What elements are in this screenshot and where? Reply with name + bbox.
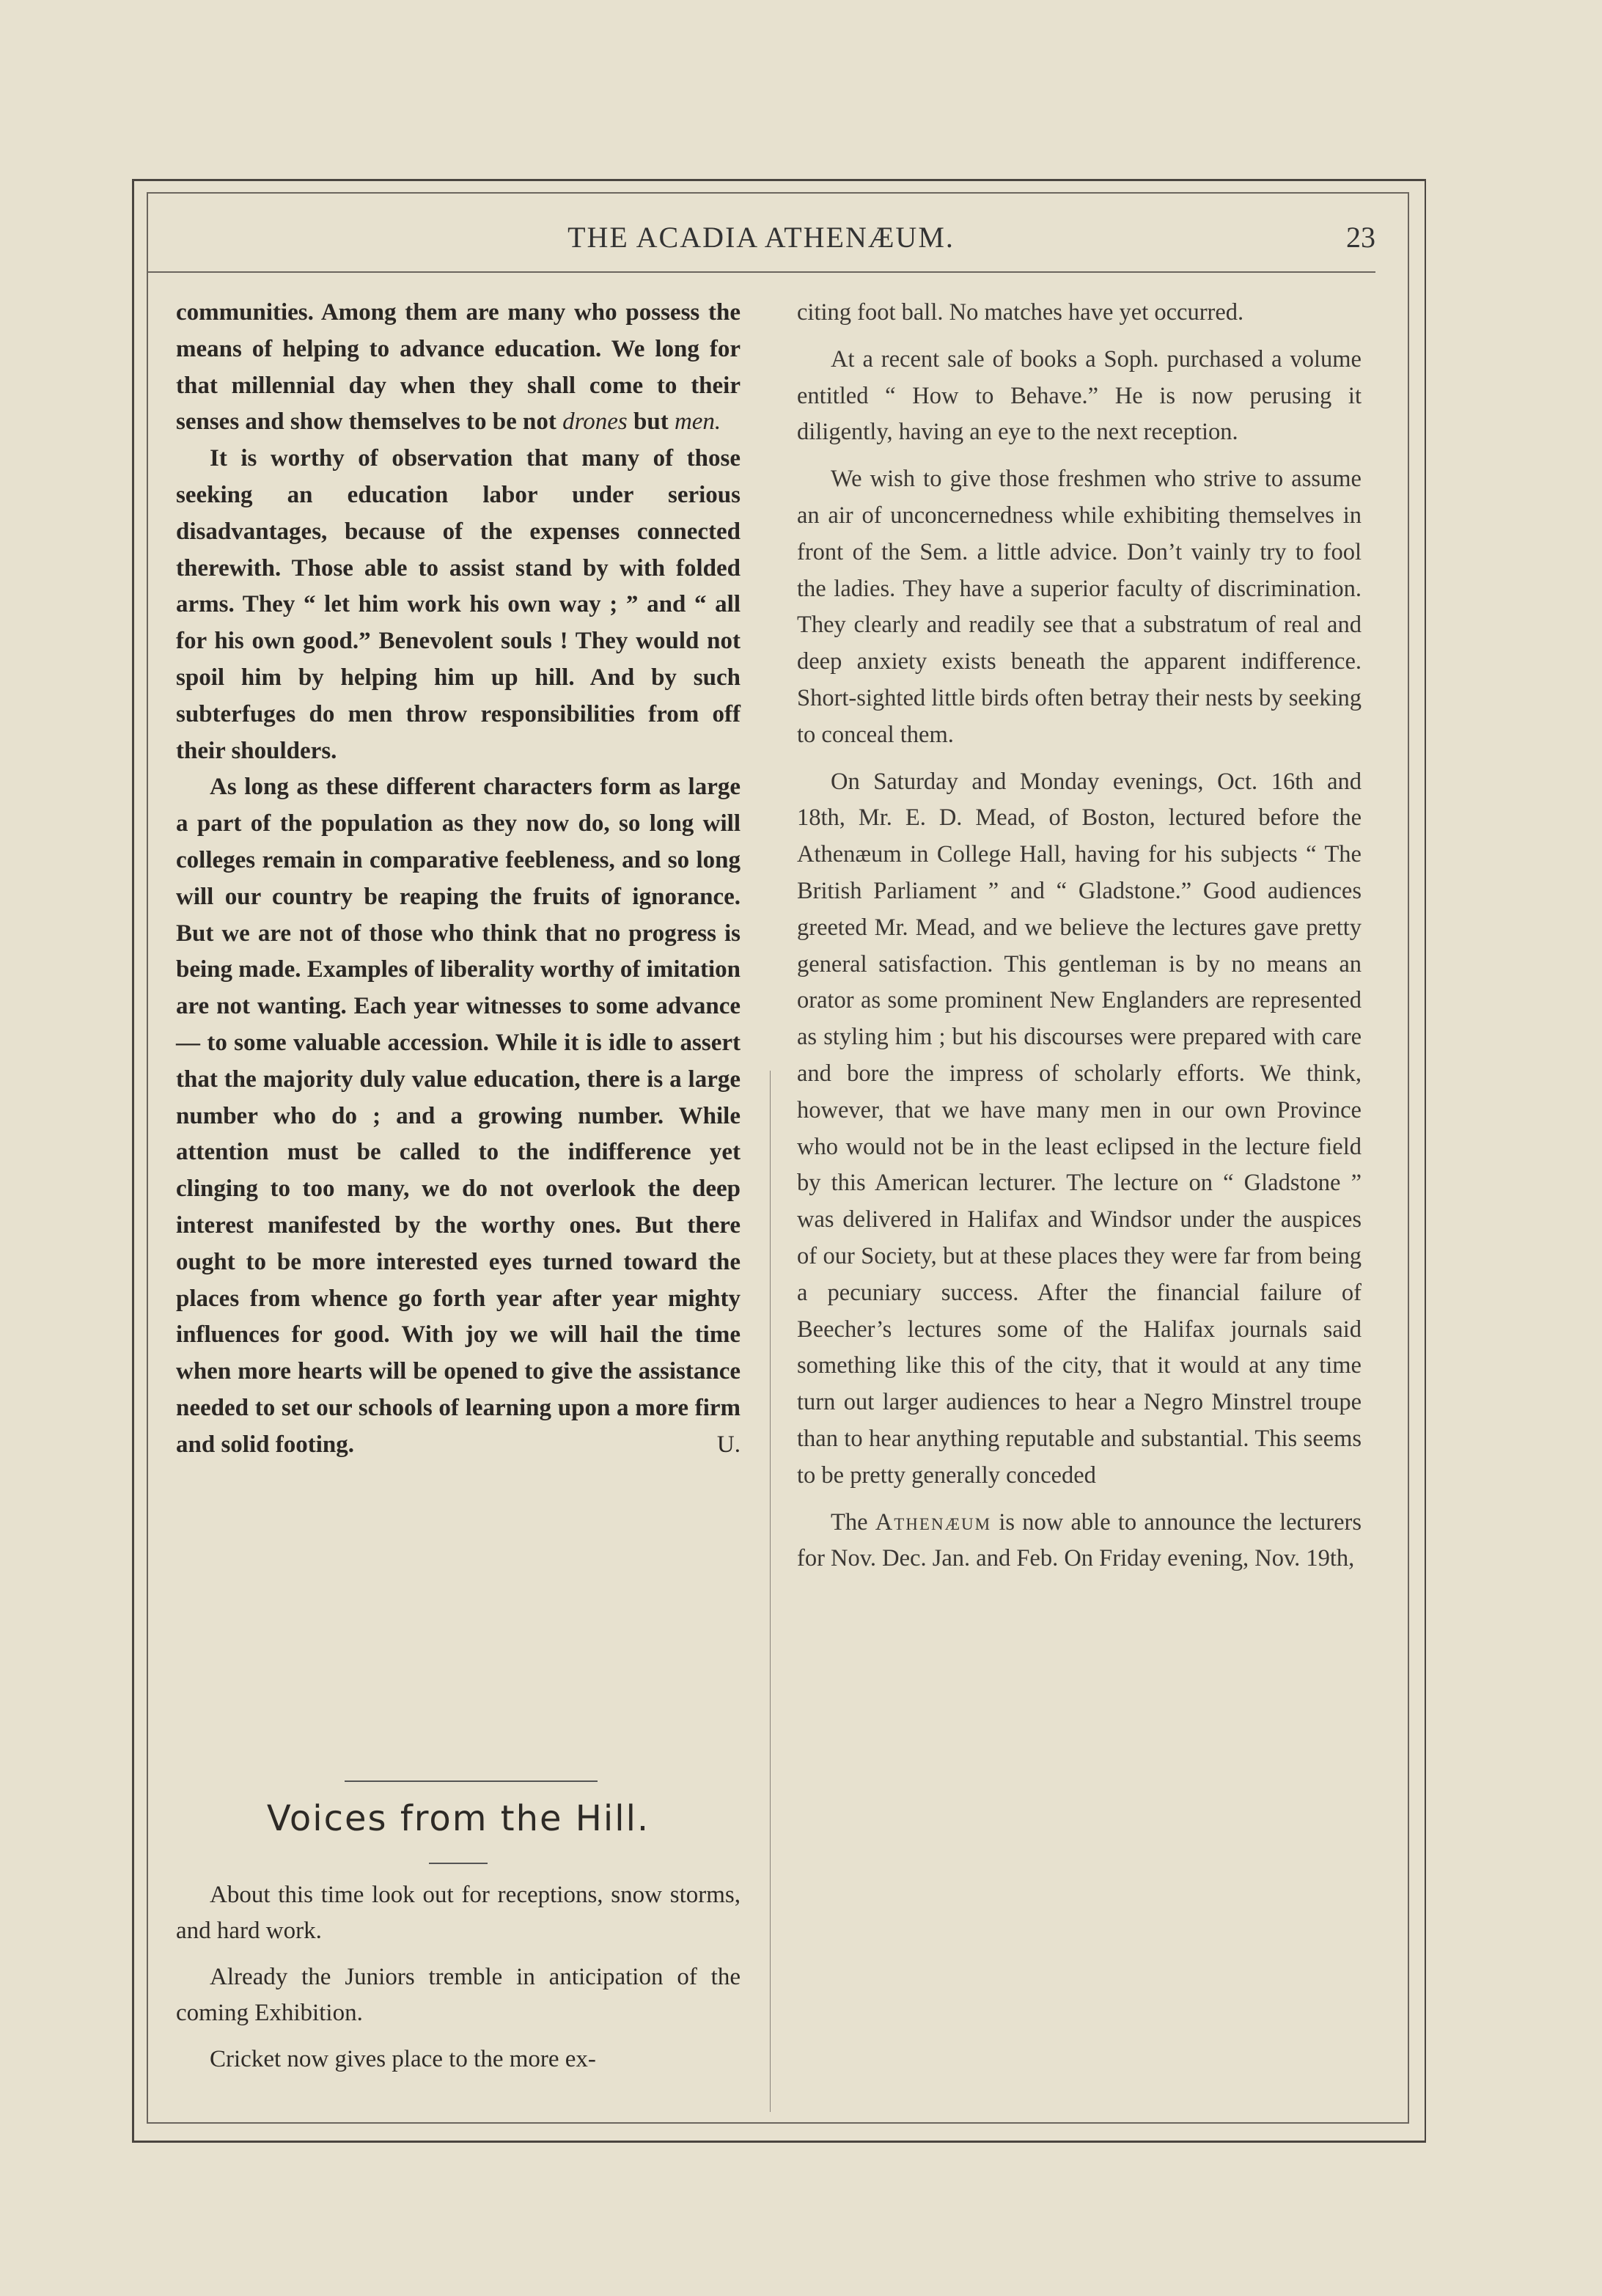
society-name: Athenæum — [875, 1508, 992, 1536]
paragraph: citing foot ball. No matches have yet occurred. — [797, 299, 1244, 326]
page-number: 23 — [1346, 221, 1375, 254]
paragraph: We wish to give those freshmen who strive to assume an air of unconcernedness while exhibiting themselves in front of the Sem. a little advice. Don’t vainly try to fool the ladies. They have a superior faculty of discrimination. They clearly and readily see that a substratum of real and deep anxiety exists beneath the apparent indifference. Short-sighted little birds often betray their nests by seeking to conceal them. — [797, 466, 1362, 748]
running-title: THE ACADIA ATHENÆUM. — [567, 221, 955, 254]
left-column — [176, 295, 741, 1464]
paragraph: Already the Juniors tremble in anticipation of the coming Exhibition. — [176, 1964, 741, 2026]
paragraph: The Athenæum is now able to announce the lecturers for Nov. Dec. Jan. and Feb. On Friday evening, Nov. 19th, — [797, 1508, 1362, 1572]
section-title: Voices from the Hill. — [266, 1798, 650, 1839]
section-divider — [345, 1780, 598, 1782]
author-signature: U. — [716, 1431, 741, 1458]
paragraph: On Saturday and Monday evenings, Oct. 16th and 18th, Mr. E. D. Mead, of Boston, lectured before the Athenæum in College Hall, having for his subjects “ The British Parliament ” and “ Gladstone.” Good audiences greeted Mr. Mead, and we believe the lectures gave pretty general satisfaction. This gentleman is by no means an orator as some prominent New Englanders are represented as styling him ; but his discourses were prepared with care and bore the impress of scholarly efforts. We think, however, that we have many men in our own Province who would not be in the least eclipsed in the lecture field by this American lecturer. The lecture on “ Gladstone ” was delivered in Halifax and Windsor under the auspices of our Society, but at these places they were far from being a pecuniary success. After the financial failure of Beecher’s lectures some of the Halifax journals said something like this of the city, that it would at any time turn out larger audiences to hear a Negro Minstrel troupe than to hear anything reputable and substantial. This seems to be pretty generally conceded — [797, 768, 1362, 1489]
page-header — [147, 213, 1375, 273]
column-divider — [770, 1071, 771, 2112]
paragraph: It is worthy of observation that many of those seeking an education labor under serious disadvantages, because of the expenses connected therewith. Those able to assist stand by with folded arms. They “ let him work his own way ; ” and “ all for his own good.” Benevolent souls ! They would not spoil him by helping him up hill. And by such subterfuges do men throw responsibilities from off their shoulders. — [176, 445, 741, 764]
paragraph: About this time look out for receptions, snow storms, and hard work. — [176, 1882, 741, 1944]
right-column — [797, 295, 1362, 1577]
italic-word: men. — [674, 408, 721, 436]
section-body — [176, 1877, 741, 2088]
italic-word: drones — [562, 408, 628, 436]
paragraph: As long as these different characters form as large a part of the population as they now do, so long will colleges remain in comparative feebleness, and so long will our country be reaping the fruits of ignorance. But we are not of those who think that no progress is being made. Examples of liberality worthy of imitation are not wanting. Each year witnesses to some advance — to some valuable accession. While it is idle to assert that the majority duly value education, there is a large number who do ; and a growing number. While attention must be called to the indifference yet clinging to too many, we do not overlook the deep interest manifested by the worthy ones. But there ought to be more interested eyes turned toward the places from whence go forth year after year mighty influences for good. With joy we will hail the time when more hearts will be opened to give the assistance needed to set our schools of learning upon a more firm and solid footing. U. — [176, 769, 741, 1463]
paragraph: Cricket now gives place to the more ex- — [210, 2046, 596, 2072]
paragraph: At a recent sale of books a Soph. purchased a volume entitled “ How to Behave.” He is now perusing it diligently, having an eye to the next reception. — [797, 345, 1362, 446]
title-underline — [429, 1863, 488, 1864]
paragraph: communities. Among them are many who possess the means of helping to advance education. We long for that millennial day when they shall come to their senses and show themselves to be not drones but men. — [176, 299, 741, 436]
